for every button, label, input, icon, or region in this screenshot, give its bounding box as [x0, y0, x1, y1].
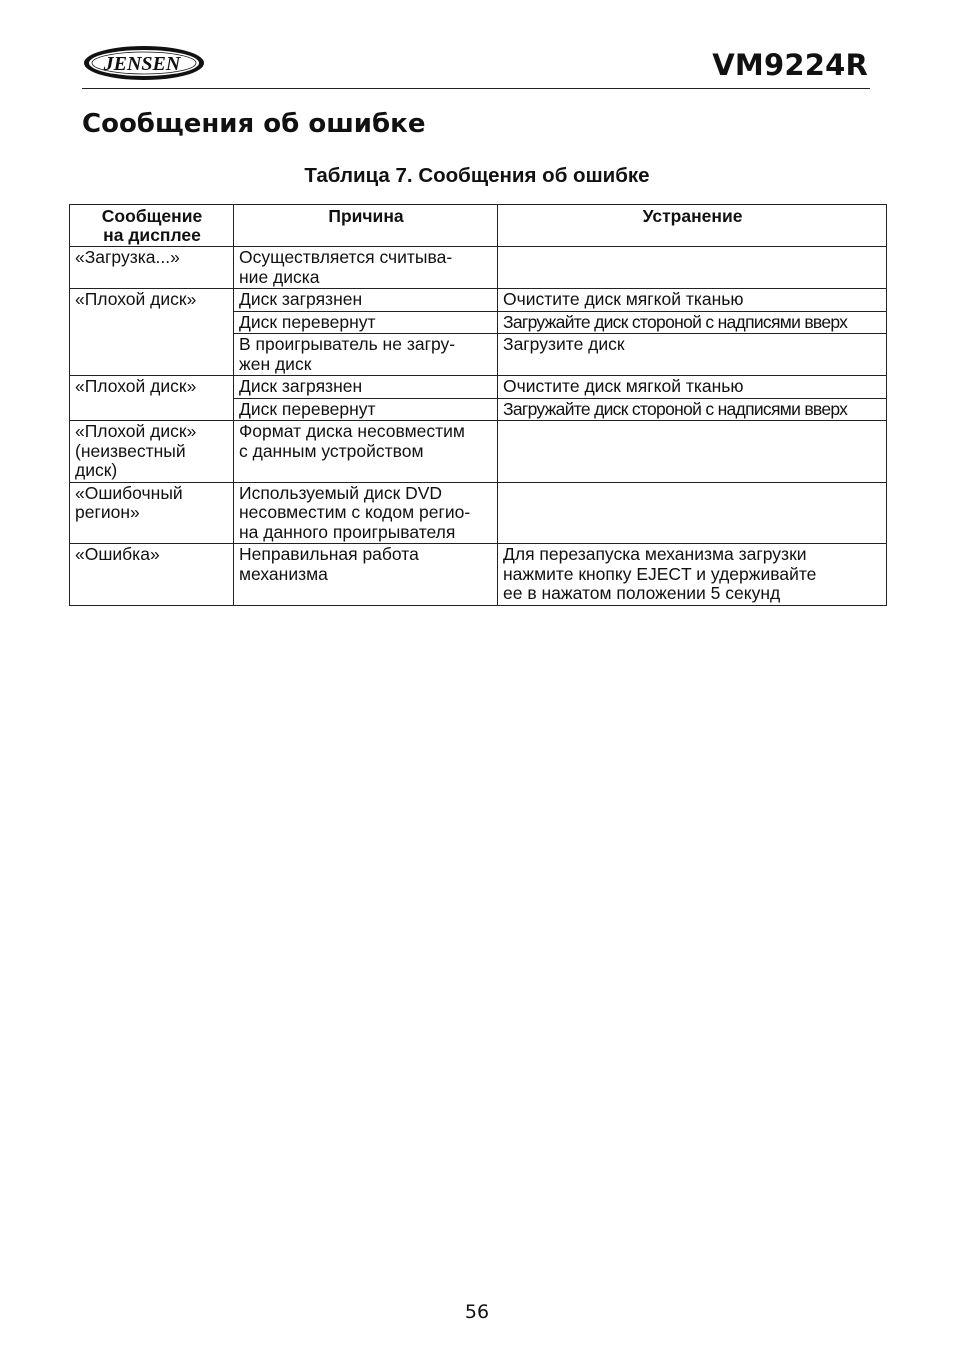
message-cell: «Загрузка...»: [70, 247, 234, 289]
cause-cell: Неправильная работа механизма: [234, 544, 498, 606]
remedy-cell: Загружайте диск стороной с надписями вверх: [498, 398, 887, 421]
cause-cell: Диск загрязнен: [234, 289, 498, 312]
message-cell: «Плохой диск» (неизвестный диск): [70, 421, 234, 483]
cause-cell: Формат диска несовместим с данным устройством: [234, 421, 498, 483]
header-cause: Причина: [234, 205, 498, 247]
table-row: [70, 482, 887, 544]
table-row: [70, 247, 887, 289]
table-row: [70, 544, 887, 606]
header-divider: [82, 88, 870, 89]
remedy-cell: Очистите диск мягкой тканью: [498, 289, 887, 312]
message-cell: «Плохой диск»: [70, 289, 234, 376]
remedy-cell: [498, 482, 887, 544]
cause-cell: Осуществляется считыва- ние диска: [234, 247, 498, 289]
jensen-logo: [82, 44, 206, 82]
section-title: Сообщения об ошибке: [82, 109, 426, 139]
header-message: [70, 205, 234, 247]
table-header-row: [70, 205, 887, 247]
message-cell: «Ошибочный регион»: [70, 482, 234, 544]
error-messages-table: [69, 204, 887, 606]
remedy-cell: Загрузите диск: [498, 334, 887, 376]
table-row: [70, 289, 887, 312]
cause-cell: Используемый диск DVD несовместим с кодом регио- на данного проигрывателя: [234, 482, 498, 544]
header-remedy: Устранение: [498, 205, 887, 247]
page-number: 56: [464, 1301, 490, 1323]
logo-text: JENSEN: [103, 53, 181, 75]
model-number: VM9224R: [712, 48, 868, 82]
remedy-cell: Для перезапуска механизма загрузки нажмите кнопку EJECT и удерживайте ее в нажатом положении 5 секунд: [498, 544, 887, 606]
header-message-line1: Сообщение: [101, 206, 203, 226]
remedy-cell: [498, 247, 887, 289]
cause-cell: Диск перевернут: [234, 398, 498, 421]
message-cell: «Ошибка»: [70, 544, 234, 606]
cause-cell: Диск перевернут: [234, 311, 498, 334]
remedy-cell: Очистите диск мягкой тканью: [498, 376, 887, 399]
remedy-cell: Загружайте диск стороной с надписями вверх: [498, 311, 887, 334]
table-row: [70, 376, 887, 399]
header-message-line2: на дисплее: [103, 225, 201, 245]
cause-cell: В проигрыватель не загру- жен диск: [234, 334, 498, 376]
message-cell: «Плохой диск»: [70, 376, 234, 421]
table-caption: Таблица 7. Сообщения об ошибке: [304, 164, 650, 187]
cause-cell: Диск загрязнен: [234, 376, 498, 399]
table-row: [70, 421, 887, 483]
remedy-cell: [498, 421, 887, 483]
